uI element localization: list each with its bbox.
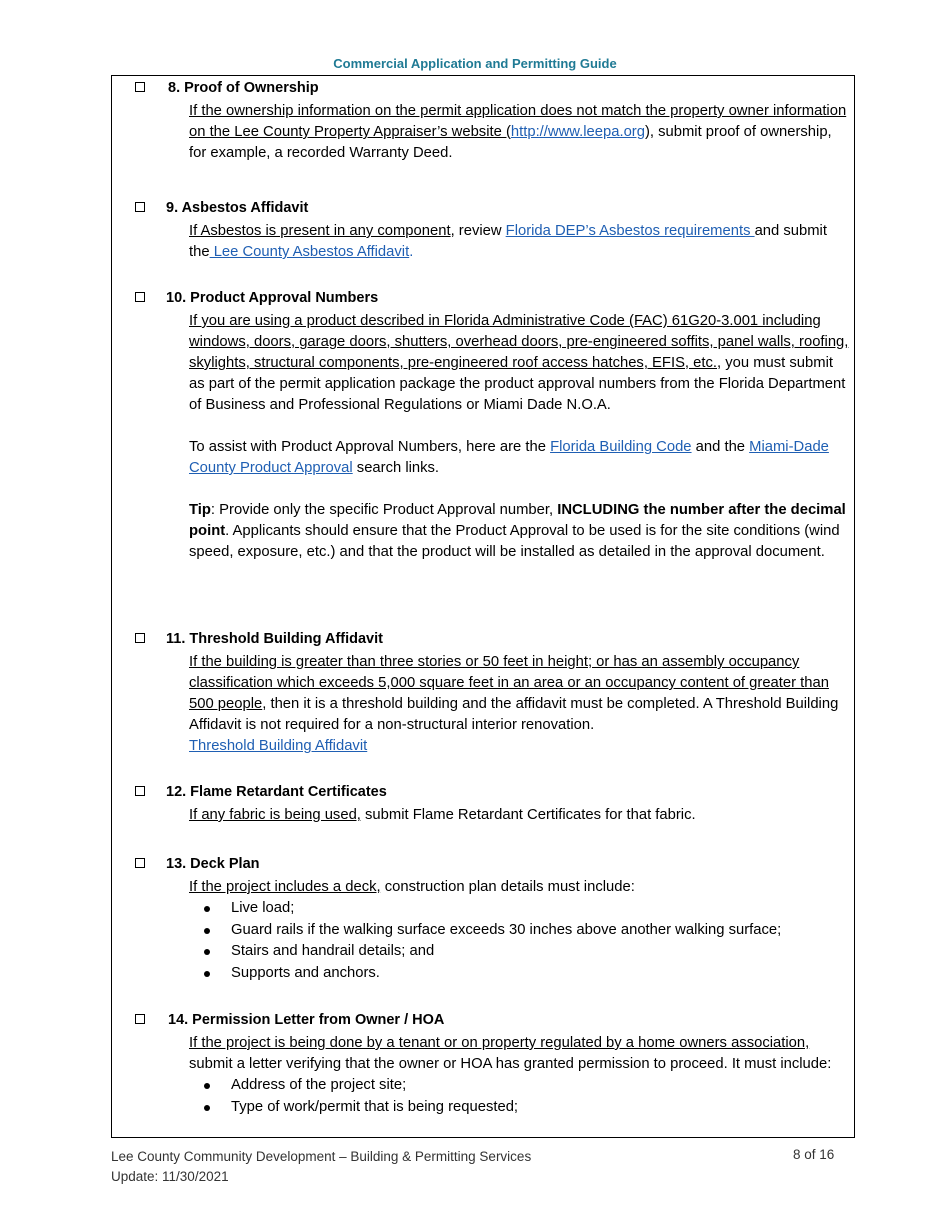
- checkbox-14[interactable]: [135, 1014, 145, 1024]
- letter-requirements-list: [189, 1075, 849, 1118]
- checkbox-10[interactable]: [135, 292, 145, 302]
- deck-requirements-list: [189, 898, 849, 984]
- list-item: Type of work/permit that is being requested;: [189, 1097, 849, 1119]
- threshold-affidavit-link[interactable]: Threshold Building Affidavit: [189, 738, 368, 754]
- list-item: Live load;: [189, 898, 849, 920]
- item-14-text: submit a letter verifying that the owner or HOA has granted permission to proceed. It must include:: [189, 1056, 832, 1072]
- item-11-text: , then it is a threshold building and the affidavit must be completed. A Threshold Building Affidavit is not required for a non-structural interior renovation.: [189, 696, 839, 733]
- item-8-title: 8. Proof of Ownership: [168, 80, 319, 96]
- item-10-condition: If you are using a product described in Florida Administrative Code (FAC) 61G20-3.001 including windows, doors, garage doors, shutters, overhead doors, pre-engineered soffits, panel walls, roofing, skylights, structural components, pre-engineered roof access hatches, EFIS, etc.: [189, 313, 849, 371]
- tip-text-a: : Provide only the specific Product Approval number,: [210, 502, 558, 518]
- item-12-text: submit Flame Retardant Certificates for that fabric.: [360, 807, 696, 823]
- item-10-assist-b: and the: [691, 439, 750, 455]
- item-11-title: 11. Threshold Building Affidavit: [166, 631, 383, 647]
- item-8-body: [189, 101, 849, 164]
- item-8-condition: If the ownership information on the permit application does not match the property owner information on the Lee County Property Appraiser’s website (: [189, 103, 847, 140]
- item-9-body: [189, 221, 849, 263]
- item-14-body: [189, 1033, 849, 1118]
- item-13-condition: If the project includes a deck,: [189, 879, 381, 895]
- item-10-body: [189, 311, 849, 563]
- checkbox-13[interactable]: [135, 858, 145, 868]
- item-12-title: 12. Flame Retardant Certificates: [166, 784, 387, 800]
- checkbox-9[interactable]: [135, 202, 145, 212]
- tip-text-b: . Applicants should ensure that the Product Approval to be used is for the site conditions (wind speed, exposure, etc.) and that the product will be installed as detailed in the approval document.: [189, 523, 840, 560]
- list-item: Supports and anchors.: [189, 963, 849, 985]
- checkbox-12[interactable]: [135, 786, 145, 796]
- tip-label: Tip: [189, 502, 211, 518]
- item-12-body: [189, 805, 849, 826]
- item-8-text: ), submit proof of ownership, for example, a recorded Warranty Deed.: [189, 124, 832, 161]
- item-13-title: 13. Deck Plan: [166, 856, 260, 872]
- miami-dade-product-approval-link[interactable]: Miami-Dade County Product Approval: [189, 439, 829, 476]
- checklist-box: [111, 75, 855, 1138]
- leepa-link[interactable]: http://www.leepa.org: [510, 124, 645, 140]
- item-9-condition: If Asbestos is present in any component: [189, 223, 451, 239]
- item-12-condition: If any fabric is being used,: [189, 807, 361, 823]
- footer-organization: Lee County Community Development – Building & Permitting Services: [111, 1149, 532, 1164]
- item-14-title: 14. Permission Letter from Owner / HOA: [168, 1012, 445, 1028]
- item-14-condition: If the project is being done by a tenant or on property regulated by a home owners association,: [189, 1035, 810, 1051]
- asbestos-affidavit-link[interactable]: Lee County Asbestos Affidavit: [209, 244, 410, 260]
- item-10-text: , you must submit as part of the permit application package the product approval numbers from the Florida Department of Business and Professional Regulations or Miami Dade N.O.A.: [189, 355, 846, 413]
- tip-emphasis: INCLUDING the number after the decimal point: [189, 502, 846, 539]
- item-13-body: [189, 877, 849, 984]
- page-number: 8 of 16: [793, 1147, 835, 1162]
- item-9-period: .: [409, 244, 414, 260]
- item-9-text-b: and submit the: [189, 223, 827, 260]
- footer-update-date: Update: 11/30/2021: [111, 1169, 229, 1184]
- item-10-title: 10. Product Approval Numbers: [166, 290, 379, 306]
- document-header: Commercial Application and Permitting Guide: [333, 56, 617, 71]
- item-11-condition: If the building is greater than three stories or 50 feet in height; or has an assembly occupancy classification which exceeds 5,000 square feet in an area or an occupancy content of greater than 500 people: [189, 654, 829, 712]
- item-13-text: construction plan details must include:: [380, 879, 635, 895]
- list-item: Stairs and handrail details; and: [189, 941, 849, 963]
- footer: [111, 1147, 531, 1187]
- item-9-text-a: , review: [450, 223, 506, 239]
- florida-building-code-link[interactable]: Florida Building Code: [550, 439, 692, 455]
- item-11-body: [189, 652, 849, 757]
- list-item: Address of the project site;: [189, 1075, 849, 1097]
- checkbox-8[interactable]: [135, 82, 145, 92]
- asbestos-requirements-link[interactable]: Florida DEP’s Asbestos requirements: [505, 223, 755, 239]
- checkbox-11[interactable]: [135, 633, 145, 643]
- item-10-assist-c: search links.: [352, 460, 440, 476]
- list-item: Guard rails if the walking surface exceeds 30 inches above another walking surface;: [189, 920, 849, 942]
- item-9-title: 9. Asbestos Affidavit: [166, 200, 309, 216]
- item-10-assist-a: To assist with Product Approval Numbers, here are the: [189, 439, 551, 455]
